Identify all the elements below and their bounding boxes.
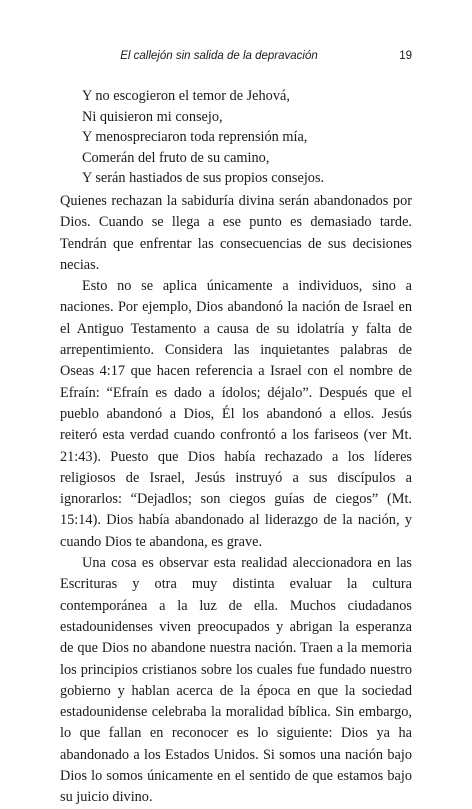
running-header bbox=[60, 50, 412, 66]
poem-line: Comerán del fruto de su camino, bbox=[82, 149, 270, 166]
poem-line: Ni quisieron mi consejo, bbox=[82, 108, 223, 125]
poem-line: Y no escogieron el temor de Jehová, bbox=[82, 88, 290, 104]
body-text bbox=[60, 191, 412, 809]
poem-line: Y serán hastiados de sus propios consejos. bbox=[82, 170, 325, 187]
paragraph: Quienes rechazan la sabiduría divina serán abandonados por Dios. Cuando se llega a ese punto es demasiado tarde. Tendrán que enfrentar las consecuencias de sus decisiones necias. bbox=[60, 193, 412, 273]
poem-line: Y menospreciaron toda reprensión mía, bbox=[82, 129, 308, 146]
paragraph: Esto no se aplica únicamente a individuos, sino a naciones. Por ejemplo, Dios abandonó la nación de Israel en el Antiguo Testamento a causa de su idolatría y falta de arrepentimiento. Considera las inquietantes palabras de Oseas 4:17 que hacen referencia a Israel con el nombre de Efraín: “Efraín es dado a ídolos; déjalo”. Después que el pueblo abandonó a Dios, Él los abandonó a ellos. Jesús reiteró esta verdad cuando confrontó a los fariseos (ver Mt. 21:43). Puesto que Dios había rechazado a los líderes religiosos de Israel, Jesús instruyó a sus discípulos a ignorarlos: “Dejadlos; son ciegos guías de ciegos” (Mt. 15:14). Dios había abandonado al liderazgo de la nación, y cuando Dios te abandona, es grave. bbox=[60, 278, 412, 550]
paragraph: Una cosa es observar esta realidad aleccionadora en las Escrituras y otra muy distinta evaluar la cultura contemporánea a la luz de ella. Muchos ciudadanos estadounidenses viven preocupados y abrigan la esperanza de que Dios no abandone nuestra nación. Traen a la memoria los principios cristianos sobre los cuales fue fundado nuestro gobierno y hablan acerca de la época en que la sociedad estadounidense celebraba la moralidad bíblica. Sin embargo, lo que fallan en reconocer es lo siguiente: Dios ya ha abandonado a los Estados Unidos. Si somos una nación bajo Dios lo somos únicamente en el sentido de que estamos bajo su juicio divino. bbox=[60, 555, 412, 806]
poem-quote bbox=[82, 86, 324, 189]
page-number: 19 bbox=[399, 50, 412, 62]
running-title: El callejón sin salida de la depravación bbox=[120, 50, 318, 62]
